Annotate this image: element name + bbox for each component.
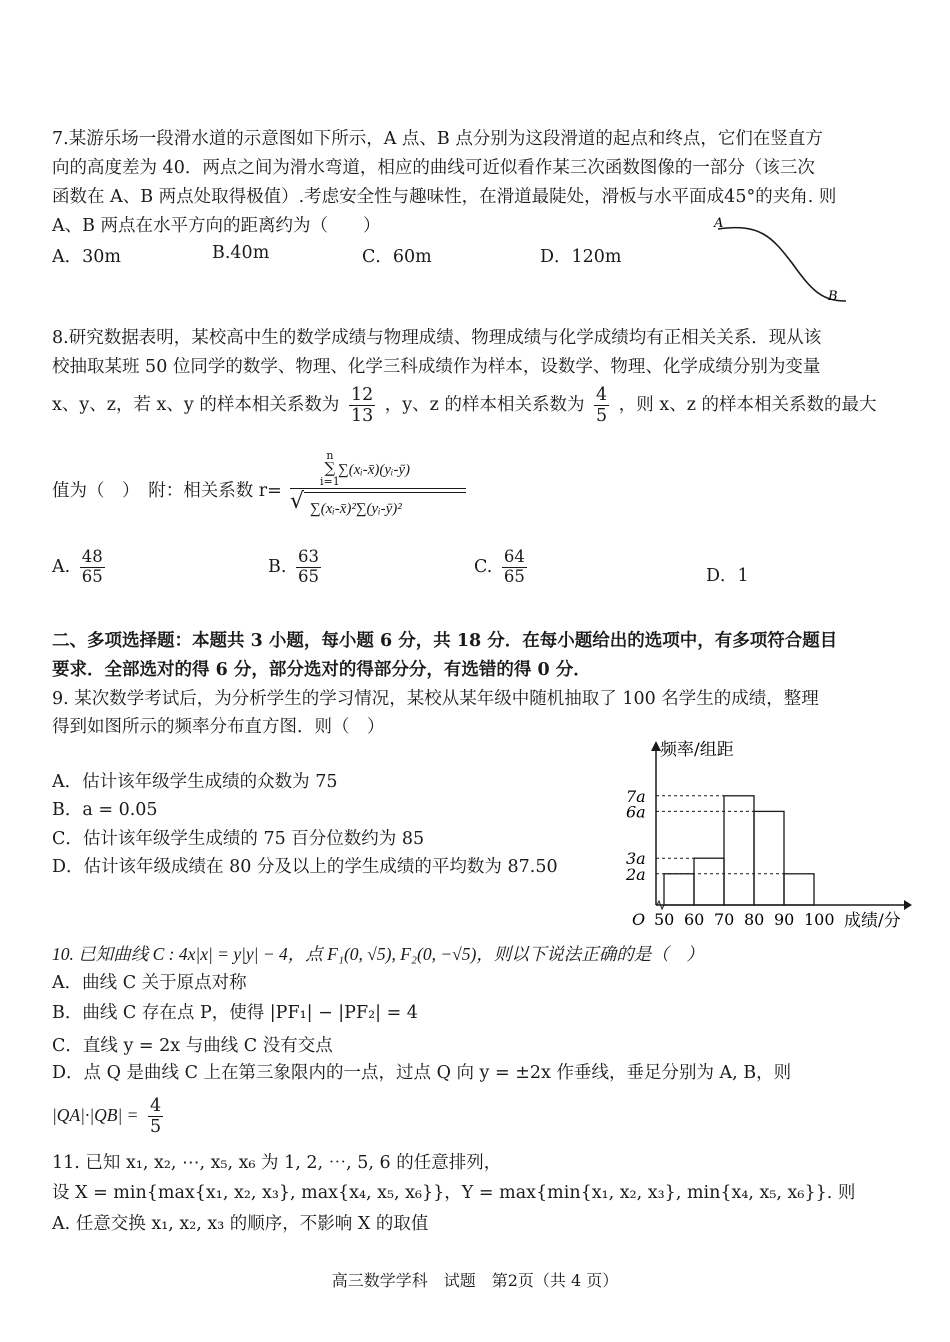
fraction-numerator: 63 xyxy=(298,547,320,566)
q10-option-d-expression xyxy=(52,1096,167,1137)
q7-line-4: A、B 两点在水平方向的距离约为（ ） xyxy=(52,216,381,236)
fraction-denominator: 65 xyxy=(503,566,525,586)
option-label: C. xyxy=(474,556,493,577)
q8-line-4: 值为（ ） 附：相关系数 r= xyxy=(52,481,282,501)
sum-operator-top xyxy=(320,450,340,487)
slide-curve xyxy=(718,228,846,301)
q10-option-a: A．曲线 C 关于原点对称 xyxy=(52,973,247,993)
q8-text-b: ，y、z 的样本相关系数为 xyxy=(384,395,585,416)
fraction-denominator: 13 xyxy=(350,406,374,427)
sum-symbol: ∑ xyxy=(324,459,336,477)
fraction-denominator: 65 xyxy=(81,566,103,586)
q11-line-2: 设 X = min{max{x₁, x₂, x₃}, max{x₄, x₅, x₆}}，Y = max{min{x₁, x₂, x₃}, min{x₄, x₅, x₆}}. 则 xyxy=(52,1183,856,1203)
correlation-formula xyxy=(288,450,468,530)
fraction-numerator: 48 xyxy=(81,547,103,566)
histogram-bar xyxy=(754,811,784,905)
sqrt-symbol: √ xyxy=(290,489,305,514)
option-fraction xyxy=(296,548,321,587)
q9-line-1: 9. 某次数学考试后，为分析学生的学习情况，某校从某年级中随机抽取了 100 名学生的成绩，整理 xyxy=(52,689,819,709)
d-fraction xyxy=(148,1096,163,1137)
x-axis-label: 成绩/分 xyxy=(844,911,901,931)
slide-diagram xyxy=(700,215,860,315)
q10-option-c: C．直线 y = 2x 与曲线 C 没有交点 xyxy=(52,1036,333,1056)
x-tick-label: 100 xyxy=(804,910,835,929)
x-tick-label: 60 xyxy=(684,910,705,929)
y-tick-label: 2a xyxy=(626,864,646,884)
option-fraction xyxy=(502,548,527,587)
histogram-bar xyxy=(694,858,724,905)
fraction-bar xyxy=(290,488,466,489)
x-tick-label: 50 xyxy=(654,910,675,929)
point-b-label: B xyxy=(828,289,838,304)
q10-option-d: D．点 Q 是曲线 C 上在第三象限内的一点，过点 Q 向 y = ±2x 作垂线，垂足分别为 A, B，则 xyxy=(52,1063,792,1083)
fraction-numerator: 64 xyxy=(503,547,525,566)
point-a-label: A xyxy=(714,216,724,231)
q9-option-a: A．估计该年级学生成绩的众数为 75 xyxy=(52,772,338,792)
q7-line-1: 7.某游乐场一段滑水道的示意图如下所示，A 点、B 点分别为这段滑道的起点和终点，它们在竖直方 xyxy=(52,129,823,149)
option-fraction xyxy=(80,548,105,587)
y-tick-label: 3a xyxy=(626,849,646,869)
histogram-bar xyxy=(664,874,694,905)
q7-option-a: A．30m xyxy=(52,247,122,267)
q10-line-1: 10. 已知曲线 C : 4x|x| = y|y| − 4，点 F₁(0, √5), F₂(0, −√5)，则以下说法正确的是（ ） xyxy=(52,944,704,964)
q7-line-3: 函数在 A、B 两点处取得极值）.考虑安全性与趣味性，在滑道最陡处，滑板与水平面成45°的夹角. 则 xyxy=(52,187,837,207)
q8-fraction-4-5 xyxy=(594,385,609,426)
q10-option-b: B．曲线 C 存在点 P，使得 |PF₁| − |PF₂| = 4 xyxy=(52,1003,418,1023)
q8-option-b xyxy=(268,548,325,587)
option-label: A. xyxy=(52,556,71,577)
x-axis-arrow-icon xyxy=(904,900,912,910)
formula-denominator: ∑(xᵢ-x̄)²∑(yᵢ-ȳ)² xyxy=(310,501,402,517)
q7-option-b: B.40m xyxy=(212,243,270,263)
sum-lower-limit: i=1 xyxy=(320,475,340,488)
sum-upper-limit: n xyxy=(326,449,334,462)
sqrt-bar xyxy=(304,492,466,493)
q8-line-3 xyxy=(52,385,876,426)
option-label: B. xyxy=(268,556,287,577)
fraction-numerator: 4 xyxy=(596,385,608,405)
fraction-denominator: 5 xyxy=(150,1117,162,1138)
origin-label: O xyxy=(632,910,646,929)
x-tick-label: 90 xyxy=(774,910,795,929)
x-tick-label: 80 xyxy=(744,910,765,929)
q8-fraction-12-13 xyxy=(349,385,375,426)
q7-option-c: C．60m xyxy=(362,247,432,267)
fraction-denominator: 65 xyxy=(298,566,320,586)
q7-line-2: 向的高度差为 40．两点之间为滑水弯道，相应的曲线可近似看作某三次函数图像的一部分（该三次 xyxy=(52,158,815,178)
q8-option-d: D．1 xyxy=(706,566,749,586)
histogram-bar xyxy=(724,796,754,905)
section-2-heading-line-1: 二、多项选择题：本题共 3 小题，每小题 6 分，共 18 分．在每小题给出的选项中，有多项符合题目 xyxy=(52,631,838,651)
q9-option-d: D．估计该年级成绩在 80 分及以上的学生成绩的平均数为 87.50 xyxy=(52,857,558,877)
q9-option-c: C．估计该年级学生成绩的 75 百分位数约为 85 xyxy=(52,829,425,849)
qa-qb-product: |QA|·|QB| = xyxy=(52,1105,139,1126)
y-tick-label: 7a xyxy=(626,786,646,806)
q8-line-2: 校抽取某班 50 位同学的数学、物理、化学三科成绩作为样本，设数学、物理、化学成绩分别为变量 xyxy=(52,357,821,377)
y-tick-label: 6a xyxy=(626,802,646,822)
q8-text-a: x、y、z，若 x、y 的样本相关系数为 xyxy=(52,395,340,416)
q8-text-c: ，则 x、z 的样本相关系数的最大 xyxy=(618,395,877,416)
q9-line-2: 得到如图所示的频率分布直方图．则（ ） xyxy=(52,717,385,737)
q8-option-c xyxy=(474,548,531,587)
fraction-numerator: 12 xyxy=(350,385,374,405)
y-axis-label: 频率/组距 xyxy=(660,740,734,760)
q7-option-d: D．120m xyxy=(540,247,622,267)
fraction-denominator: 5 xyxy=(596,406,608,427)
histogram-bar xyxy=(784,874,814,905)
section-2-heading-line-2: 要求．全部选对的得 6 分，部分选对的得部分分，有选错的得 0 分． xyxy=(52,660,591,680)
q11-line-1: 11. 已知 x₁, x₂, ⋯, x₅, x₆ 为 1, 2, ⋯, 5, 6 的任意排列， xyxy=(52,1153,502,1173)
formula-numerator: ∑(xᵢ-x̄)(yᵢ-ȳ) xyxy=(338,462,411,478)
x-tick-label: 70 xyxy=(714,910,735,929)
q8-option-a xyxy=(52,548,109,587)
fraction-numerator: 4 xyxy=(150,1096,162,1116)
q8-line-1: 8.研究数据表明，某校高中生的数学成绩与物理成绩、物理成绩与化学成绩均有正相关关系．现从该 xyxy=(52,328,822,348)
q9-option-b: B．a = 0.05 xyxy=(52,800,158,820)
frequency-histogram xyxy=(620,735,920,935)
page-footer: 高三数学学科 试题 第2页（共 4 页） xyxy=(331,1271,619,1290)
q11-option-a: A. 任意交换 x₁, x₂, x₃ 的顺序，不影响 X 的取值 xyxy=(52,1214,429,1234)
